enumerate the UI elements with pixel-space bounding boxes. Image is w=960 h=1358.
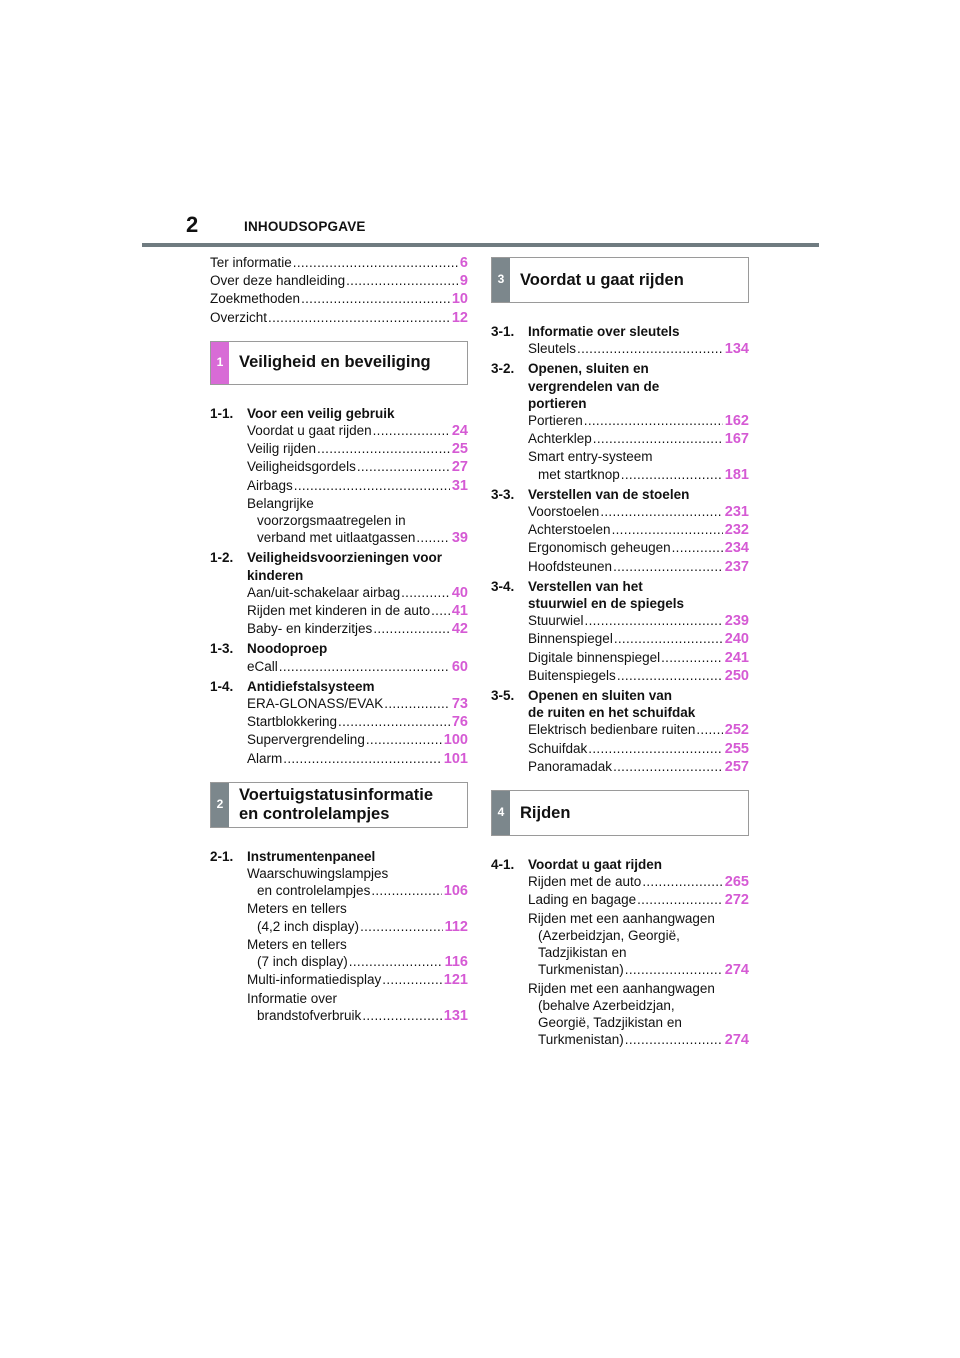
chapter-title: Voertuigstatusinformatie en controlelampjes — [239, 785, 434, 823]
page-link[interactable]: 232 — [724, 522, 749, 539]
page-link[interactable]: 167 — [724, 431, 749, 448]
page-link[interactable]: 257 — [724, 758, 749, 775]
toc-entry[interactable]: Alarm ..... 101 — [210, 750, 468, 768]
toc-entry[interactable]: Overzicht ..... 12 — [210, 309, 468, 327]
page-link[interactable]: 252 — [724, 722, 749, 739]
toc-entry[interactable]: Panoramadak ..... 257 — [491, 758, 749, 776]
page-link[interactable]: 27 — [451, 459, 468, 476]
chapter-title: Voordat u gaat rijden — [520, 270, 684, 289]
chapter-tab: 4 — [492, 791, 510, 835]
page-link[interactable]: 255 — [724, 740, 749, 757]
page-link[interactable]: 116 — [444, 954, 468, 971]
page-link[interactable]: 181 — [724, 466, 749, 483]
toc-entry-multiline[interactable]: Smart entry-systeem met startknop ..... 181 — [491, 448, 749, 483]
toc-entry[interactable]: Veilig rijden ..... 25 — [210, 440, 468, 458]
toc-entry[interactable]: Elektrisch bedienbare ruiten ..... 252 — [491, 721, 749, 739]
section-heading: 1-2. Veiligheidsvoorzieningen voor kinderen — [210, 550, 443, 583]
page-link[interactable]: 9 — [459, 273, 468, 290]
page-link[interactable]: 121 — [443, 972, 468, 989]
toc-entry[interactable]: Binnenspiegel ..... 240 — [491, 630, 749, 648]
page-link[interactable]: 12 — [451, 309, 468, 326]
section-heading: 1-3. Noodoproep — [210, 641, 328, 657]
section-heading: 3-4. Verstellen van het stuurwiel en de spiegels — [491, 578, 685, 612]
page-link[interactable]: 134 — [724, 341, 749, 358]
toc-entry[interactable]: Veiligheidsgordels ..... 27 — [210, 458, 468, 476]
toc-entry[interactable]: Schuifdak ..... 255 — [491, 740, 749, 758]
toc-entry[interactable]: Startblokkering ..... 76 — [210, 713, 468, 731]
page-link[interactable]: 25 — [451, 441, 468, 458]
toc-entry-multiline[interactable]: Rijden met een aanhangwagen (Azerbeidzjan, Georgië, Tadzjikistan en Turkmenistan) ..... 274 — [491, 910, 749, 980]
page-link[interactable]: 131 — [443, 1007, 468, 1024]
toc-entry-multiline[interactable]: Meters en tellers (7 inch display) ..... 116 — [210, 936, 468, 971]
page-link[interactable]: 241 — [724, 649, 749, 666]
toc-entry[interactable]: Voordat u gaat rijden ..... 24 — [210, 422, 468, 440]
page-link[interactable]: 42 — [451, 621, 468, 638]
page-link[interactable]: 39 — [451, 530, 468, 547]
page-link[interactable]: 237 — [724, 558, 749, 575]
toc-entry[interactable]: Baby- en kinderzitjes ..... 42 — [210, 620, 468, 638]
chapter-tab: 1 — [211, 342, 229, 384]
toc-entry[interactable]: Achterstoelen ..... 232 — [491, 521, 749, 539]
chapter-3-heading[interactable] — [491, 257, 749, 303]
section-heading: 3-1. Informatie over sleutels — [491, 324, 680, 339]
page-link[interactable]: 60 — [451, 658, 468, 675]
toc-entry-multiline[interactable]: Rijden met een aanhangwagen (behalve Azerbeidzjan, Georgië, Tadzjikistan en Turkmenistan) ..... 274 — [491, 980, 749, 1050]
toc-entry[interactable]: Over deze handleiding ..... 9 — [210, 272, 468, 290]
toc-right-column — [491, 257, 749, 1049]
toc-entry[interactable]: Ter informatie ..... 6 — [210, 254, 468, 272]
header-rule — [142, 243, 819, 247]
page-link[interactable]: 274 — [724, 962, 749, 979]
chapter-4-heading[interactable] — [491, 790, 749, 836]
chapter-tab: 2 — [211, 783, 229, 827]
page-link[interactable]: 274 — [724, 1032, 749, 1049]
page-link[interactable]: 231 — [724, 504, 749, 521]
toc-entry[interactable]: Sleutels ..... 134 — [491, 340, 749, 358]
toc-entry[interactable]: Hoofdsteunen ..... 237 — [491, 558, 749, 576]
page-link[interactable]: 10 — [451, 291, 468, 308]
section-heading: 3-3. Verstellen van de stoelen — [491, 486, 690, 502]
page-link[interactable]: 234 — [724, 540, 749, 557]
toc-entry-multiline[interactable]: Meters en tellers (4,2 inch display) ..... 112 — [210, 900, 468, 935]
page-link[interactable]: 112 — [444, 918, 468, 935]
page-link[interactable]: 40 — [451, 584, 468, 601]
toc-entry[interactable]: Supervergrendeling ..... 100 — [210, 731, 468, 749]
toc-entry[interactable]: Voorstoelen ..... 231 — [491, 503, 749, 521]
toc-entry[interactable]: Ergonomisch geheugen ..... 234 — [491, 539, 749, 557]
toc-entry[interactable]: Buitenspiegels ..... 250 — [491, 667, 749, 685]
toc-entry[interactable]: Lading en bagage ..... 272 — [491, 891, 749, 909]
page-link[interactable]: 31 — [451, 477, 468, 494]
page-link[interactable]: 41 — [451, 603, 468, 620]
toc-entry[interactable]: Zoekmethoden ..... 10 — [210, 290, 468, 308]
toc-entry[interactable]: Multi-informatiedisplay ..... 121 — [210, 971, 468, 989]
section-heading: 1-4. Antidiefstalsysteem — [210, 678, 375, 694]
page-link[interactable]: 240 — [724, 631, 749, 648]
page-link[interactable]: 73 — [451, 696, 468, 713]
section-heading: 2-1. Instrumentenpaneel — [210, 848, 376, 864]
page-link[interactable]: 265 — [724, 874, 749, 891]
toc-entry[interactable]: Airbags ..... 31 — [210, 477, 468, 495]
toc-entry[interactable]: Portieren ..... 162 — [491, 412, 749, 430]
page-link[interactable]: 272 — [724, 892, 749, 909]
section-heading: 1-1. Voor een veilig gebruik — [210, 405, 395, 421]
toc-entry-multiline[interactable]: Waarschuwingslampjes en controlelampjes ..... 106 — [210, 865, 468, 900]
page-link[interactable]: 106 — [443, 883, 468, 900]
chapter-tab: 3 — [492, 258, 510, 302]
chapter-title: Veiligheid en beveiliging — [239, 353, 431, 372]
section-heading: 3-5. Openen en sluiten van de ruiten en het schuifdak — [491, 688, 696, 721]
toc-entry[interactable]: Aan/uit-schakelaar airbag ..... 40 — [210, 584, 468, 602]
page-link[interactable]: 6 — [459, 255, 468, 271]
toc-entry[interactable]: Stuurwiel ..... 239 — [491, 612, 749, 630]
running-head-title: INHOUDSOPGAVE — [244, 219, 366, 234]
page-link[interactable]: 76 — [451, 714, 468, 731]
toc-entry-multiline[interactable]: Informatie over brandstofverbruik ..... 131 — [210, 990, 468, 1025]
section-heading: 3-2. Openen, sluiten en vergrendelen van de portieren — [491, 361, 660, 411]
toc-entry[interactable]: Rijden met de auto ..... 265 — [491, 873, 749, 891]
page-link[interactable]: 100 — [443, 732, 468, 749]
page-link[interactable]: 101 — [443, 750, 468, 767]
page-link[interactable]: 24 — [451, 423, 468, 440]
toc-left-column — [210, 254, 468, 1025]
toc-entry[interactable]: Achterklep ..... 167 — [491, 430, 749, 448]
page-number: 2 — [186, 212, 199, 237]
toc-entry[interactable]: Rijden met kinderen in de auto ..... 41 — [210, 602, 468, 620]
chapter-2-heading[interactable] — [210, 782, 468, 828]
toc-entry-multiline[interactable]: Belangrijke voorzorgsmaatregelen in verband met uitlaatgassen ..... 39 — [210, 495, 468, 548]
toc-entry[interactable]: eCall ..... 60 — [210, 658, 468, 676]
page-link[interactable]: 250 — [724, 667, 749, 684]
toc-entry[interactable]: Digitale binnenspiegel ..... 241 — [491, 649, 749, 667]
toc-entry[interactable]: ERA-GLONASS/EVAK ..... 73 — [210, 695, 468, 713]
chapter-1-heading[interactable] — [210, 341, 468, 385]
chapter-title: Rijden — [520, 803, 571, 822]
section-heading: 4-1. Voordat u gaat rijden — [491, 857, 663, 873]
page-link[interactable]: 239 — [724, 613, 749, 630]
page-link[interactable]: 162 — [724, 413, 749, 430]
